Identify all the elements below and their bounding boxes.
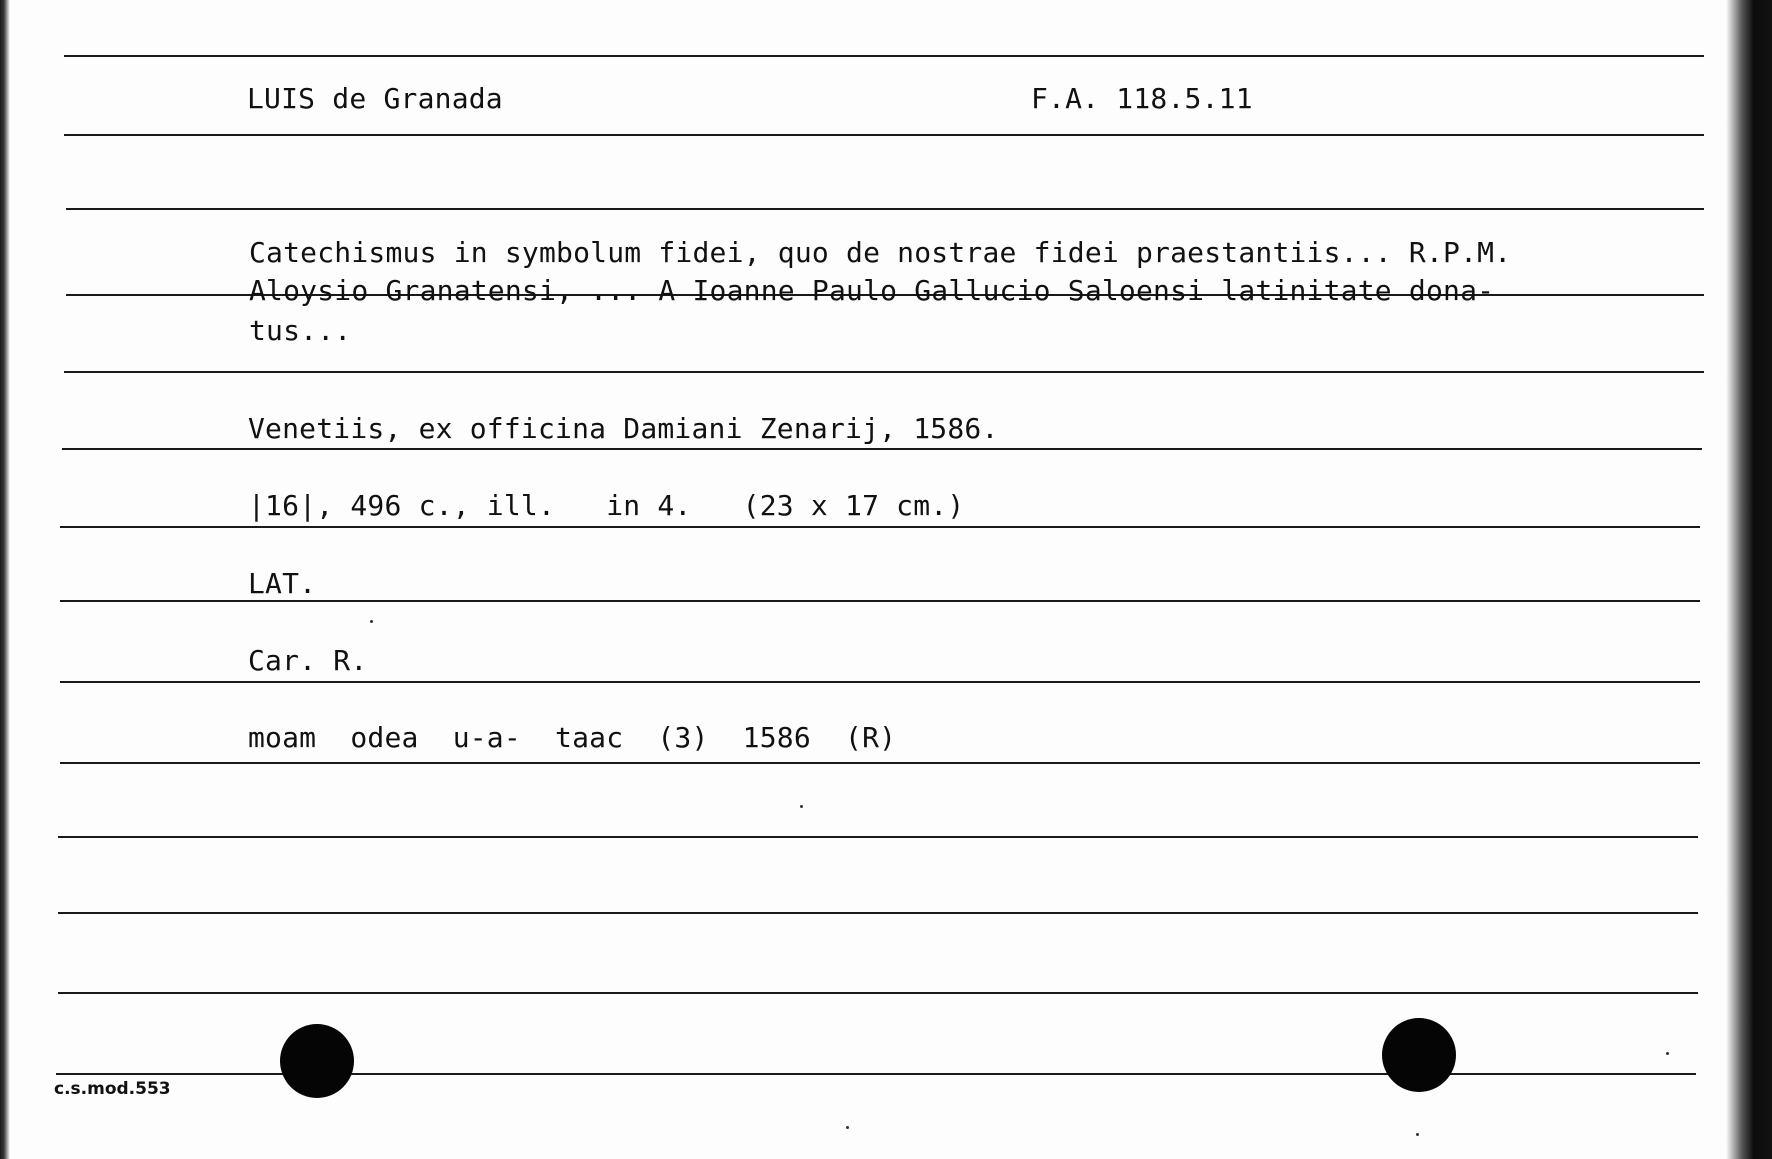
shelfmark: F.A. 118.5.11	[1031, 82, 1253, 115]
imprint: Venetiis, ex officina Damiani Zenarij, 1586.	[248, 412, 999, 445]
fingerprint: moam odea u-a- taac (3) 1586 (R)	[248, 721, 897, 754]
scan-edge-left	[0, 0, 10, 1159]
card-rule	[60, 762, 1700, 764]
card-rule	[64, 134, 1704, 136]
card-rule	[66, 208, 1704, 210]
card-rule	[58, 912, 1698, 914]
language: LAT.	[248, 567, 317, 600]
collation: |16|, 496 c., ill. in 4. (23 x 17 cm.)	[248, 489, 965, 522]
card-rule	[58, 836, 1698, 838]
card-rule	[64, 55, 1704, 57]
scan-edge-right	[1726, 0, 1772, 1159]
scan-speck	[1666, 1052, 1669, 1055]
note: Car. R.	[248, 644, 368, 677]
scan-speck	[1416, 1133, 1419, 1136]
card-rule	[60, 681, 1700, 683]
card-rule	[60, 526, 1700, 528]
card-rule	[64, 371, 1704, 373]
author-heading: LUIS de Granada	[247, 82, 503, 115]
title-line-3: tus...	[249, 314, 352, 347]
scan-speck	[800, 805, 803, 808]
form-code: c.s.mod.553	[54, 1079, 171, 1099]
scan-speck	[846, 1126, 849, 1129]
scan-speck	[370, 620, 373, 623]
title-line-2: Aloysio Granatensi, ... A Ioanne Paulo Gallucio Saloensi latinitate dona-	[249, 274, 1495, 307]
card-rule	[62, 448, 1702, 450]
punch-hole-right	[1382, 1018, 1456, 1092]
title-line-1: Catechismus in symbolum fidei, quo de nostrae fidei praestantiis... R.P.M.	[249, 236, 1512, 269]
punch-hole-left	[280, 1024, 354, 1098]
card-rule	[58, 992, 1698, 994]
